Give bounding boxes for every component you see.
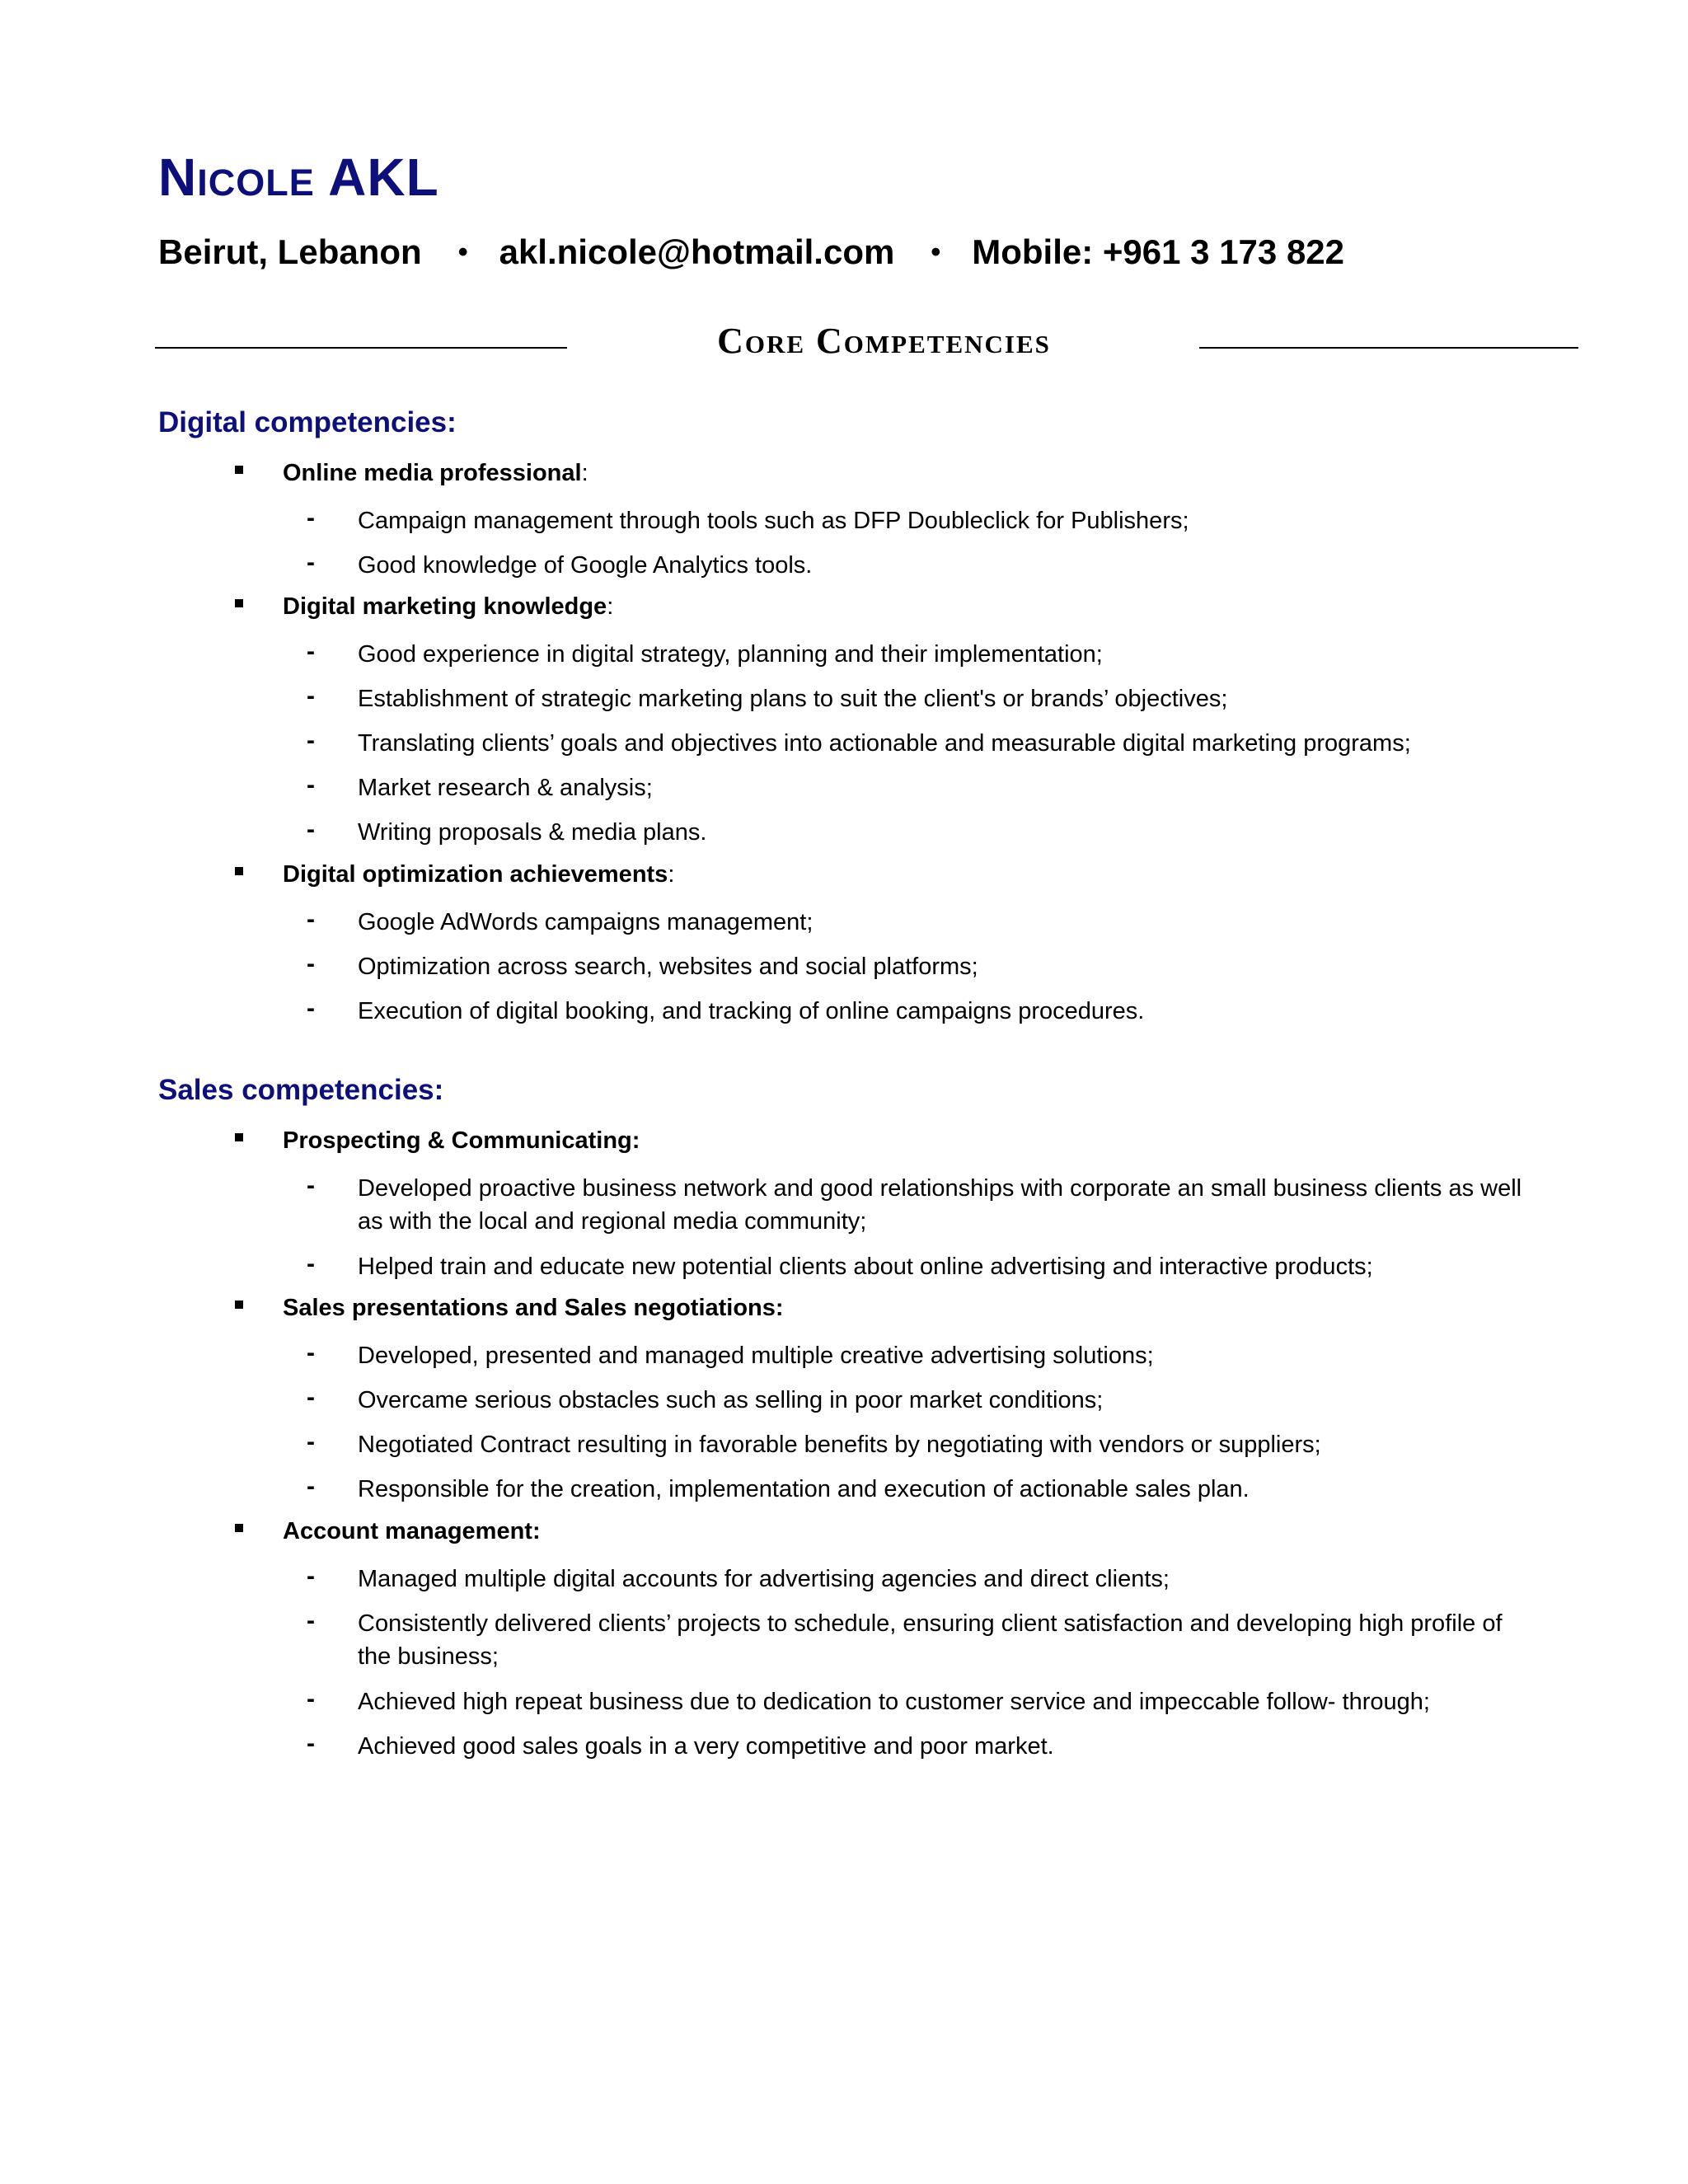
dash-bullet-icon: - (307, 682, 315, 710)
email: akl.nicole@hotmail.com (499, 232, 895, 271)
category-heading: Sales presentations and Sales negotiations: (283, 1295, 784, 1321)
dash-bullet-icon: - (307, 1607, 315, 1634)
section-rule-left (155, 347, 567, 349)
category-heading: Prospecting & Communicating: (283, 1127, 640, 1154)
contact-line (158, 232, 1344, 272)
dash-bullet-icon: - (307, 1428, 315, 1455)
candidate-name: Nicole AKL (158, 148, 439, 207)
dash-bullet-icon: - (307, 1685, 315, 1713)
list-item: Developed, presented and managed multiple creative advertising solutions; (358, 1343, 1154, 1369)
square-bullet-icon (235, 1301, 243, 1309)
list-item: Negotiated Contract resulting in favorable benefits by negotiating with vendors or suppliers; (358, 1432, 1321, 1458)
list-item: Good experience in digital strategy, planning and their implementation; (358, 641, 1103, 668)
square-bullet-icon (235, 466, 243, 474)
separator-dot: • (457, 237, 468, 268)
list-item: Campaign management through tools such as DFP Doubleclick for Publishers; (358, 508, 1189, 534)
dash-bullet-icon: - (307, 504, 315, 532)
square-bullet-icon (235, 599, 243, 607)
list-item: Helped train and educate new potential clients about online advertising and interactive products; (358, 1254, 1373, 1280)
category-heading: Digital optimization achievements: (283, 861, 675, 888)
dash-bullet-icon: - (307, 995, 315, 1022)
dash-bullet-icon: - (307, 727, 315, 754)
list-item: Consistently delivered clients’ projects to schedule, ensuring client satisfaction and developing high profile of the business; (358, 1610, 1503, 1670)
list-item: Market research & analysis; (358, 775, 653, 801)
dash-bullet-icon: - (307, 771, 315, 799)
dash-bullet-icon: - (307, 816, 315, 843)
dash-bullet-icon: - (307, 1730, 315, 1757)
dash-bullet-icon: - (307, 1250, 315, 1277)
section-rule-right (1199, 347, 1578, 349)
list-item: Achieved high repeat business due to dedication to customer service and impeccable follow- through; (358, 1689, 1430, 1715)
list-item: Establishment of strategic marketing plans to suit the client's or brands’ objectives; (358, 686, 1228, 712)
dash-bullet-icon: - (307, 1339, 315, 1366)
list-item: Overcame serious obstacles such as selling in poor market conditions; (358, 1387, 1104, 1413)
square-bullet-icon (235, 1524, 243, 1532)
list-item: Managed multiple digital accounts for advertising agencies and direct clients; (358, 1566, 1170, 1592)
list-item: Responsible for the creation, implementation and execution of actionable sales plan. (358, 1476, 1250, 1502)
mobile: Mobile: +961 3 173 822 (972, 232, 1345, 271)
list-item: Google AdWords campaigns management; (358, 909, 814, 935)
dash-bullet-icon: - (307, 1563, 315, 1590)
group-title-sales: Sales competencies: (158, 1074, 444, 1106)
category-heading: Digital marketing knowledge: (283, 593, 614, 620)
dash-bullet-icon: - (307, 906, 315, 933)
category-heading: Online media professional: (283, 460, 588, 486)
square-bullet-icon (235, 867, 243, 875)
list-item: Achieved good sales goals in a very competitive and poor market. (358, 1733, 1054, 1760)
list-item: Translating clients’ goals and objectives into actionable and measurable digital marketing programs; (358, 730, 1411, 757)
square-bullet-icon (235, 1133, 243, 1141)
list-item: Execution of digital booking, and tracking of online campaigns procedures. (358, 998, 1145, 1024)
location: Beirut, Lebanon (158, 232, 422, 271)
dash-bullet-icon: - (307, 638, 315, 665)
list-item: Developed proactive business network and good relationships with corporate an small business clients as well as with the local and regional media community; (358, 1175, 1522, 1235)
category-heading: Account management: (283, 1518, 541, 1544)
dash-bullet-icon: - (307, 1172, 315, 1199)
dash-bullet-icon: - (307, 1384, 315, 1411)
separator-dot: • (931, 237, 941, 268)
dash-bullet-icon: - (307, 549, 315, 576)
list-item: Writing proposals & media plans. (358, 819, 707, 846)
list-item: Good knowledge of Google Analytics tools. (358, 552, 813, 579)
section-title: Core Competencies (717, 321, 1051, 361)
list-item: Optimization across search, websites and social platforms; (358, 954, 978, 980)
dash-bullet-icon: - (307, 950, 315, 977)
group-title-digital: Digital competencies: (158, 406, 457, 438)
dash-bullet-icon: - (307, 1473, 315, 1500)
